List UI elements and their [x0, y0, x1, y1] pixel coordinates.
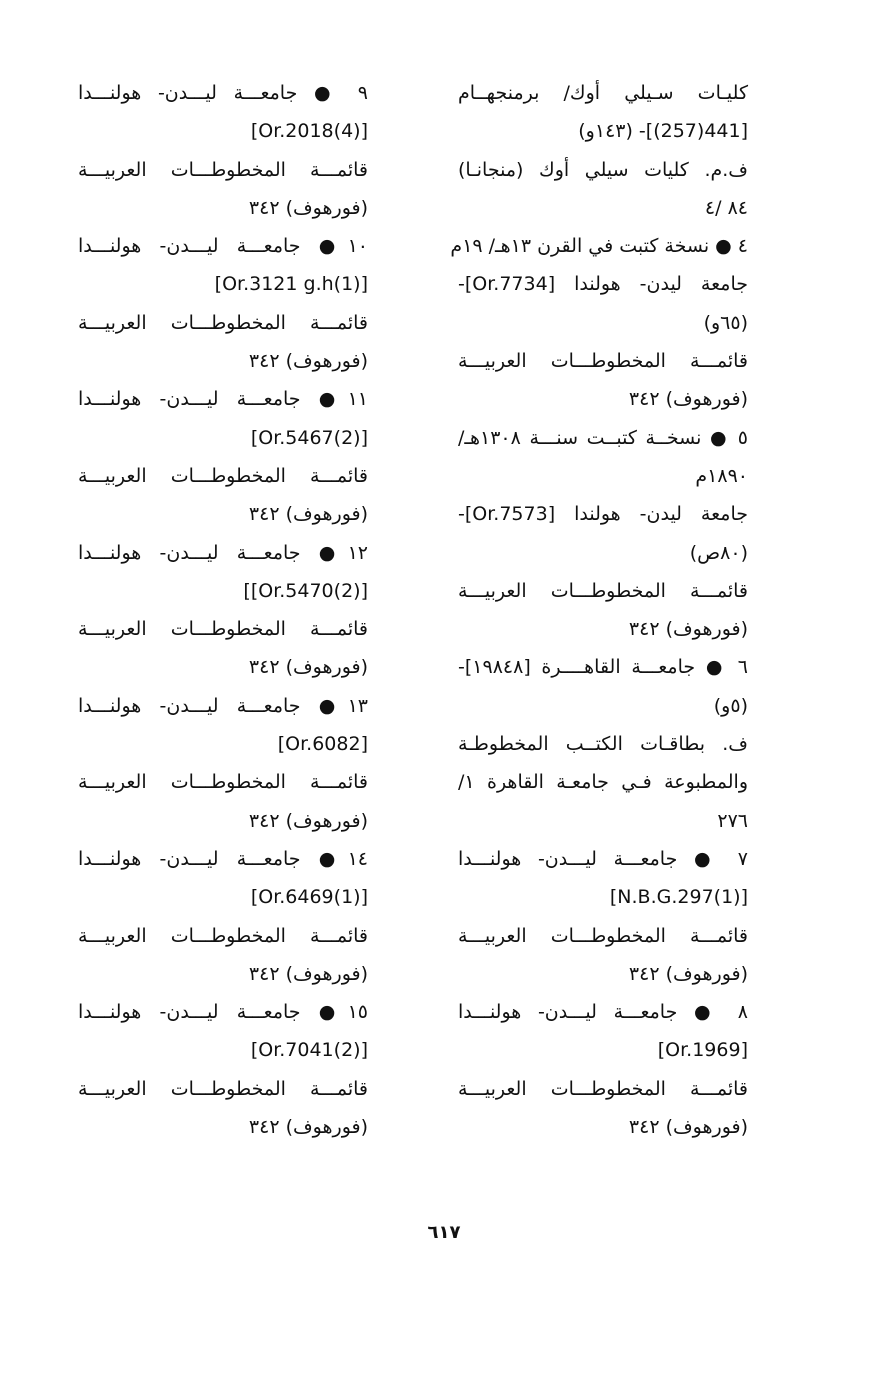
text-line: [Or.6469(1)] — [250, 886, 368, 909]
text-line: ١٣● جامعـــة ليـــدن- هولنـــدا — [78, 694, 368, 717]
left-column — [78, 74, 368, 1146]
text-line: ٨ ● جامعـــة ليـــدن- هولنـــدا — [458, 1001, 748, 1024]
text-line: [441(257)]- (١٤٣و) — [578, 120, 748, 143]
text-line: ف.م. كليات سيلي أوك (منجانـا) — [458, 158, 748, 181]
text-line: قائمـــة المخطوطـــات العربيـــة — [78, 618, 368, 641]
text-line: (فورهوف) ٣٤٢ — [628, 1116, 748, 1139]
text-line: قائمـــة المخطوطـــات العربيـــة — [458, 579, 748, 602]
text-line: ف. بطاقـات الكتــب المخطوطـة — [458, 733, 748, 756]
text-line: قائمـــة المخطوطـــات العربيـــة — [458, 350, 748, 373]
text-line: [Or.3121 g.h(1)] — [214, 273, 368, 296]
text-line: [N.B.G.297(1)] — [609, 886, 748, 909]
text-line: (فورهوف) ٣٤٢ — [248, 350, 368, 373]
text-line: قائمـــة المخطوطـــات العربيـــة — [458, 1077, 748, 1100]
text-line: (فورهوف) ٣٤٢ — [248, 656, 368, 679]
text-line: والمطبوعة فـي جامعـة القاهرة ١/ — [458, 771, 748, 794]
text-line: (فورهوف) ٣٤٢ — [248, 503, 368, 526]
text-line: ٨٤ /٤ — [704, 196, 748, 219]
text-line: [Or.6082] — [277, 733, 368, 756]
text-line: جامعة ليدن- هولندا [Or.7734]- — [458, 273, 748, 296]
text-line: (فورهوف) ٣٤٢ — [248, 809, 368, 832]
text-line: ٥ ● نسخــة كتبــت سنـــة ١٣٠٨هـ/ — [458, 426, 748, 449]
text-line: ١٥● جامعـــة ليـــدن- هولنـــدا — [78, 1001, 368, 1024]
text-line: (فورهوف) ٣٤٢ — [248, 196, 368, 219]
page-number: ٦١٧ — [427, 1222, 461, 1243]
text-line: ١٢● جامعـــة ليـــدن- هولنـــدا — [78, 541, 368, 564]
text-line: كليـات سـيلي أوك/ برمنجهــام — [458, 82, 748, 104]
text-line: [Or.7041(2)] — [250, 1039, 368, 1062]
text-line: (فورهوف) ٣٤٢ — [628, 962, 748, 985]
text-line: [Or.1969] — [657, 1039, 748, 1062]
text-line: (٥و) — [713, 694, 748, 717]
text-line: ١١● جامعـــة ليـــدن- هولنـــدا — [78, 388, 368, 411]
text-line: ١٤● جامعـــة ليـــدن- هولنـــدا — [78, 847, 368, 870]
text-line: قائمـــة المخطوطـــات العربيـــة — [78, 1077, 368, 1100]
text-line: (٦٥و) — [703, 311, 748, 334]
text-line: ٩ ● جامعـــة ليـــدن- هولنـــدا — [78, 82, 368, 104]
text-line: قائمـــة المخطوطـــات العربيـــة — [78, 924, 368, 947]
text-line: قائمـــة المخطوطـــات العربيـــة — [78, 464, 368, 487]
text-line: ٦ ● جامعـــة القاهــــرة [١٩٨٤٨]- — [458, 656, 748, 679]
text-line: ٢٧٦ — [717, 809, 748, 832]
text-line: [Or.5470(2)]] — [243, 579, 368, 602]
text-line: [Or.5467(2)] — [250, 426, 368, 449]
text-line: قائمـــة المخطوطـــات العربيـــة — [78, 311, 368, 334]
right-column — [450, 74, 748, 1146]
text-line: (فورهوف) ٣٤٢ — [628, 618, 748, 641]
text-line: ٧ ● جامعـــة ليـــدن- هولنـــدا — [458, 847, 748, 870]
text-line: (فورهوف) ٣٤٢ — [628, 388, 748, 411]
text-line: ٤ ● نسخة كتبت في القرن ١٣هـ/ ١٩م — [450, 235, 748, 258]
text-line: (٨٠ص) — [689, 541, 748, 564]
text-line: ١٨٩٠م — [695, 464, 748, 487]
text-line: ١٠● جامعـــة ليـــدن- هولنـــدا — [78, 235, 368, 258]
text-line: (فورهوف) ٣٤٢ — [248, 962, 368, 985]
text-line: (فورهوف) ٣٤٢ — [248, 1116, 368, 1139]
text-line: قائمـــة المخطوطـــات العربيـــة — [458, 924, 748, 947]
text-line: جامعة ليدن- هولندا [Or.7573]- — [458, 503, 748, 526]
text-line: قائمـــة المخطوطـــات العربيـــة — [78, 771, 368, 794]
text-line: قائمـــة المخطوطـــات العربيـــة — [78, 158, 368, 181]
text-line: [Or.2018(4)] — [250, 120, 368, 143]
